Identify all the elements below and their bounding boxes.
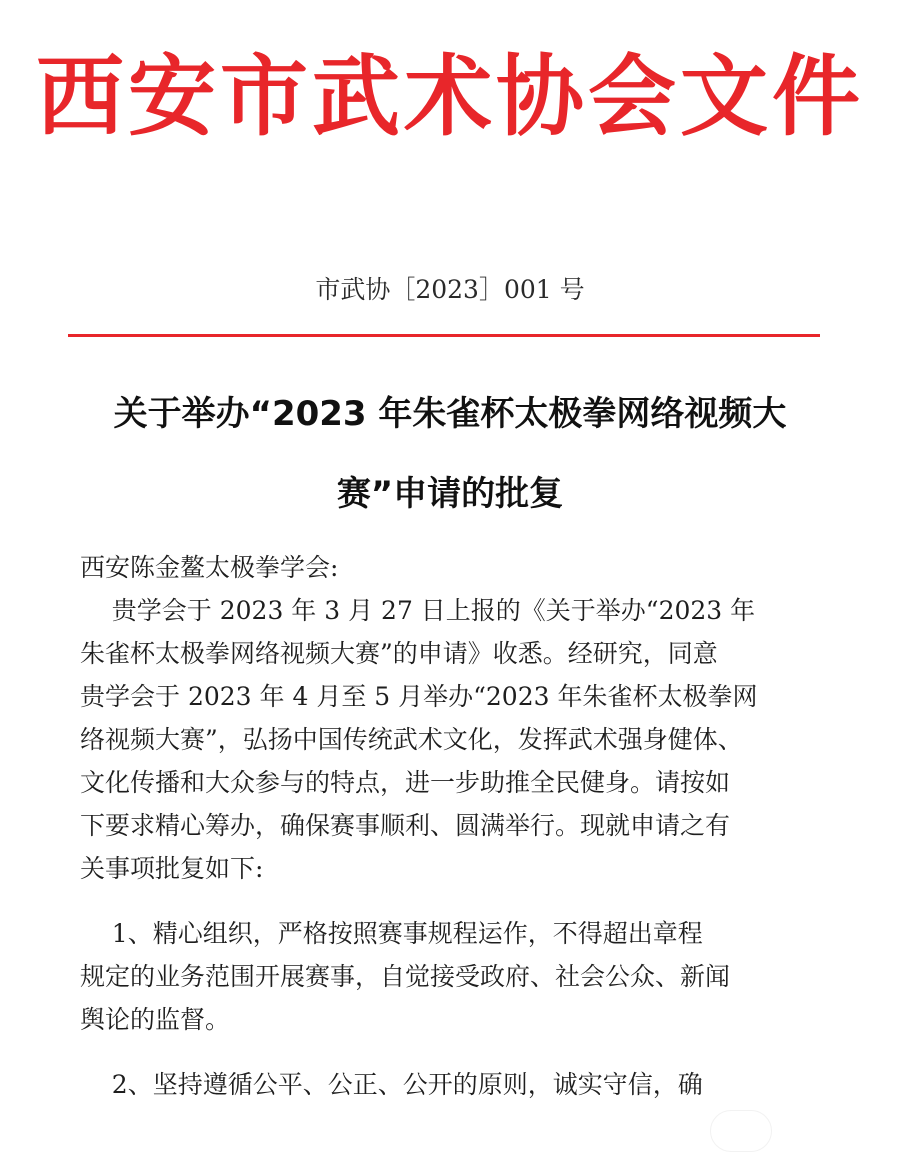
document-title-line-2: 赛”申请的批复: [336, 474, 564, 514]
faint-seal-mark: [710, 1110, 772, 1152]
body-line: 舆论的监督。: [80, 1005, 231, 1034]
red-divider-line: [68, 334, 820, 337]
body-line: 1、精心组织，严格按照赛事规程运作，不得超出章程: [80, 919, 703, 948]
body-line: 规定的业务范围开展赛事，自觉接受政府、社会公众、新闻: [80, 962, 731, 991]
document-title-line-1: 关于举办“2023 年朱雀杯太极拳网络视频大: [113, 394, 787, 434]
body-line: 文化传播和大众参与的特点，进一步助推全民健身。请按如: [80, 768, 731, 797]
body-line: 贵学会于 2023 年 3 月 27 日上报的《关于举办“2023 年: [80, 596, 756, 625]
salutation: 西安陈金鳌太极拳学会:: [80, 553, 339, 582]
body-line: 朱雀杯太极拳网络视频大赛”的申请》收悉。经研究，同意: [80, 639, 718, 668]
body-line: 络视频大赛”，弘扬中国传统武术文化，发挥武术强身健体、: [80, 725, 743, 754]
body-line: 下要求精心筹办，确保赛事顺利、圆满举行。现就申请之有: [80, 811, 731, 840]
body-line: 关事项批复如下:: [80, 854, 264, 883]
document-number: 市武协［2023］001 号: [315, 275, 585, 304]
body-line: 2、坚持遵循公平、公正、公开的原则，诚实守信，确: [80, 1070, 703, 1099]
masthead-title: 西安市武术协会文件: [35, 45, 864, 148]
body-line: 贵学会于 2023 年 4 月至 5 月举办“2023 年朱雀杯太极拳网: [80, 682, 758, 711]
